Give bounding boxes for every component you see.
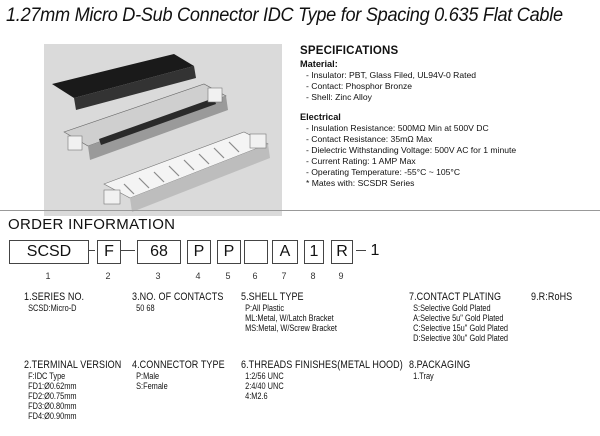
spec-line: - Dielectric Withstanding Voltage: 500V AC for 1 minute <box>306 145 517 155</box>
section-heading: 7.CONTACT PLATING <box>409 291 502 303</box>
field-number: 5 <box>225 271 231 281</box>
dash <box>121 250 135 251</box>
section-heading: 2.TERMINAL VERSION <box>24 359 122 371</box>
field-number: 1 <box>45 271 51 281</box>
field-number: 7 <box>281 271 287 281</box>
electrical-heading: Electrical <box>300 112 341 122</box>
field-number: 3 <box>155 271 161 281</box>
section-heading: 8.PACKAGING <box>409 359 471 371</box>
spec-line: - Operating Temperature: -55°C ~ 105°C <box>306 167 461 177</box>
section-item: MS:Metal, W/Screw Bracket <box>245 323 337 333</box>
spec-line: - Insulator: PBT, Glass Filed, UL94V-0 Rated <box>306 70 477 80</box>
product-photo <box>44 44 282 216</box>
code-suffix: 1 <box>370 242 380 259</box>
code-box-series: SCSD <box>9 240 89 264</box>
section-item: S:Female <box>136 381 168 391</box>
section-item: F:IDC Type <box>28 371 66 381</box>
section-item: 50 68 <box>136 303 155 313</box>
section-item: A:Selective 5u" Gold Plated <box>413 313 504 323</box>
specifications-heading: SPECIFICATIONS <box>300 45 399 57</box>
section-connector-type <box>132 360 225 391</box>
code-box-shell-type: P <box>217 240 241 264</box>
material-heading: Material: <box>300 59 338 69</box>
section-item: P:Male <box>136 371 160 381</box>
section-item: C:Selective 15u" Gold Plated <box>413 323 509 333</box>
section-heading: 5.SHELL TYPE <box>241 291 304 303</box>
order-heading: ORDER INFORMATION <box>8 216 176 233</box>
spec-line: * Mates with: SCSDR Series <box>306 178 415 188</box>
section-item: 4:M2.6 <box>245 391 268 401</box>
section-contacts <box>132 292 223 313</box>
spec-line: - Contact: Phosphor Bronze <box>306 81 413 91</box>
divider <box>0 210 600 211</box>
section-item: SCSD:Micro-D <box>28 303 77 313</box>
section-shell-type <box>241 292 337 333</box>
page-title: 1.27mm Micro D-Sub Connector IDC Type for Spacing 0.635 Flat Cable <box>6 4 563 26</box>
section-item: FD3:Ø0.80mm <box>28 401 77 411</box>
field-number: 6 <box>252 271 258 281</box>
section-item: FD4:Ø0.90mm <box>28 411 77 421</box>
section-item: S:Selective Gold Plated <box>413 303 491 313</box>
section-heading: 4.CONNECTOR TYPE <box>132 359 225 371</box>
section-terminal <box>24 360 121 421</box>
section-heading: 3.NO. OF CONTACTS <box>132 291 224 303</box>
section-heading: 6.THREADS FINISHES(METAL HOOD) <box>241 359 403 371</box>
dash <box>356 250 366 251</box>
code-box-rohs: R <box>331 240 353 264</box>
spec-line: - Contact Resistance: 35mΩ Max <box>306 134 433 144</box>
section-item: ML:Metal, W/Latch Bracket <box>245 313 334 323</box>
field-number: 8 <box>310 271 316 281</box>
section-heading: 9.R:RoHS <box>531 291 573 303</box>
section-item: P:All Plastic <box>245 303 285 313</box>
code-box-terminal: F <box>97 240 121 264</box>
field-number: 4 <box>195 271 201 281</box>
section-threads <box>241 360 403 401</box>
code-box-plating: A <box>272 240 298 264</box>
section-plating <box>409 292 508 343</box>
dash <box>89 250 95 251</box>
section-item: D:Selective 30u" Gold Plated <box>413 333 509 343</box>
section-heading: 1.SERIES NO. <box>24 291 85 303</box>
section-item: FD2:Ø0.75mm <box>28 391 77 401</box>
code-box-threads <box>244 240 268 264</box>
section-series <box>24 292 84 313</box>
field-number: 2 <box>105 271 111 281</box>
code-box-packaging: 1 <box>304 240 324 264</box>
section-item: 2:4/40 UNC <box>245 381 284 391</box>
section-item: 1.Tray <box>413 371 434 381</box>
spec-line: - Current Rating: 1 AMP Max <box>306 156 416 166</box>
code-box-contacts: 68 <box>137 240 181 264</box>
field-number: 9 <box>338 271 344 281</box>
section-packaging <box>409 360 470 381</box>
spec-line: - Insulation Resistance: 500MΩ Min at 500V DC <box>306 123 489 133</box>
section-item: FD1:Ø0.62mm <box>28 381 77 391</box>
section-rohs <box>531 292 572 303</box>
code-box-connector-type: P <box>187 240 211 264</box>
specifications <box>300 46 596 189</box>
spec-line: - Shell: Zinc Alloy <box>306 92 372 102</box>
section-item: 1:2/56 UNC <box>245 371 284 381</box>
